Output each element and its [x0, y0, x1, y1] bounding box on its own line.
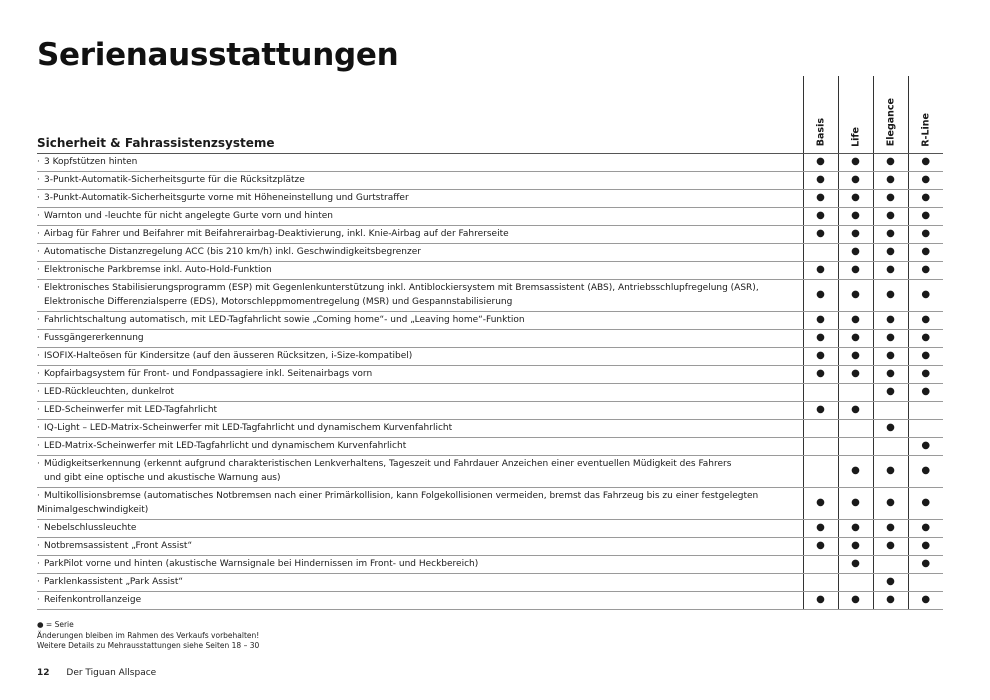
feature-description	[37, 591, 803, 609]
standard-dot-icon: ●	[921, 210, 931, 221]
standard-dot-icon: ●	[886, 192, 895, 203]
bullet-icon: ·	[37, 405, 40, 415]
standard-dot-icon: ●	[886, 332, 895, 343]
availability-cell	[803, 171, 838, 189]
standard-dot-icon: ●	[921, 594, 931, 605]
standard-dot-icon: ●	[851, 156, 860, 167]
standard-dot-icon: ●	[886, 264, 895, 275]
feature-text: Reifenkontrollanzeige	[44, 595, 142, 605]
table-row	[37, 383, 943, 401]
availability-cell	[838, 153, 873, 171]
availability-cell	[873, 329, 908, 347]
availability-cell	[873, 573, 908, 591]
feature-text: LED-Rückleuchten, dunkelrot	[44, 387, 175, 397]
availability-cell	[908, 225, 943, 243]
feature-description	[37, 383, 803, 401]
availability-cell	[908, 555, 943, 573]
standard-dot-icon: ●	[851, 522, 860, 533]
bullet-icon: ·	[37, 193, 40, 203]
standard-dot-icon: ●	[921, 540, 931, 551]
standard-dot-icon: ●	[851, 350, 860, 361]
availability-cell	[838, 419, 873, 437]
standard-dot-icon: ●	[921, 558, 931, 569]
table-row	[37, 153, 943, 171]
footnote-legend: ● = Serie	[37, 620, 74, 629]
availability-cell	[908, 243, 943, 261]
availability-cell	[908, 153, 943, 171]
standard-dot-icon: ●	[886, 368, 895, 379]
availability-cell	[873, 225, 908, 243]
standard-dot-icon: ●	[851, 264, 860, 275]
table-row	[37, 455, 943, 487]
availability-cell	[803, 383, 838, 401]
standard-dot-icon: ●	[816, 156, 825, 167]
table-row	[37, 555, 943, 573]
table-row	[37, 487, 943, 519]
standard-dot-icon: ●	[851, 289, 860, 300]
bullet-icon: ·	[37, 491, 40, 501]
feature-text: Automatische Distanzregelung ACC (bis 210 km/h) inkl. Geschwindigkeitsbegrenzer	[44, 247, 421, 257]
feature-description	[37, 401, 803, 419]
standard-dot-icon: ●	[921, 465, 931, 476]
availability-cell	[838, 347, 873, 365]
bullet-icon: ·	[37, 351, 40, 361]
standard-dot-icon: ●	[886, 156, 895, 167]
feature-text: 3-Punkt-Automatik-Sicherheitsgurte für die Rücksitzplätze	[44, 175, 305, 185]
availability-cell	[838, 591, 873, 609]
availability-cell	[803, 347, 838, 365]
variant-column-basis	[803, 76, 838, 153]
feature-text-continued: Elektronische Differenzialsperre (EDS), Motorschleppmomentregelung (MSR) und Gespannstabilisierung	[44, 297, 513, 307]
feature-description	[37, 311, 803, 329]
availability-cell	[838, 519, 873, 537]
standard-dot-icon: ●	[921, 192, 931, 203]
standard-dot-icon: ●	[851, 228, 860, 239]
table-row	[37, 189, 943, 207]
availability-cell	[803, 437, 838, 455]
standard-dot-icon: ●	[816, 540, 825, 551]
variant-label: Basis	[815, 118, 826, 147]
feature-description	[37, 261, 803, 279]
standard-dot-icon: ●	[886, 522, 895, 533]
availability-cell	[803, 153, 838, 171]
availability-cell	[803, 279, 838, 311]
standard-dot-icon: ●	[816, 497, 825, 508]
feature-description	[37, 329, 803, 347]
feature-description	[37, 487, 803, 519]
standard-dot-icon: ●	[886, 314, 895, 325]
bullet-icon: ·	[37, 175, 40, 185]
page-number: 12	[37, 668, 50, 678]
availability-cell	[873, 383, 908, 401]
availability-cell	[838, 555, 873, 573]
variant-column-life	[838, 76, 873, 153]
feature-description	[37, 537, 803, 555]
standard-dot-icon: ●	[886, 576, 895, 587]
bullet-icon: ·	[37, 459, 40, 469]
standard-dot-icon: ●	[886, 465, 895, 476]
availability-cell	[803, 487, 838, 519]
standard-dot-icon: ●	[816, 332, 825, 343]
availability-cell	[873, 537, 908, 555]
standard-dot-icon: ●	[816, 192, 825, 203]
table-row	[37, 225, 943, 243]
standard-dot-icon: ●	[921, 368, 931, 379]
bullet-icon: ·	[37, 315, 40, 325]
standard-dot-icon: ●	[851, 465, 860, 476]
availability-cell	[803, 591, 838, 609]
feature-text: Fahrlichtschaltung automatisch, mit LED-Tagfahrlicht sowie „Coming home“- und „Leaving home“-Funktion	[44, 315, 525, 325]
standard-dot-icon: ●	[816, 289, 825, 300]
feature-text: ParkPilot vorne und hinten (akustische Warnsignale bei Hindernissen im Front- und Heckbereich)	[44, 559, 479, 569]
availability-cell	[803, 419, 838, 437]
availability-cell	[908, 365, 943, 383]
standard-dot-icon: ●	[816, 350, 825, 361]
standard-dot-icon: ●	[886, 350, 895, 361]
availability-cell	[873, 347, 908, 365]
standard-dot-icon: ●	[851, 192, 860, 203]
standard-dot-icon: ●	[886, 246, 895, 257]
table-body	[37, 153, 943, 609]
availability-cell	[803, 401, 838, 419]
feature-description	[37, 555, 803, 573]
availability-cell	[838, 401, 873, 419]
bullet-icon: ·	[37, 423, 40, 433]
availability-cell	[873, 401, 908, 419]
availability-cell	[803, 365, 838, 383]
table-row	[37, 401, 943, 419]
feature-text: Multikollisionsbremse (automatisches Notbremsen nach einer Primärkollision, kann Folgekollisionen vermeiden, bremst das Fahrzeug bis zu einer festgelegten Minimalgeschwindigkeit)	[37, 491, 759, 515]
feature-text-continued: und gibt eine optische und akustische Warnung aus)	[44, 473, 281, 483]
feature-description	[37, 171, 803, 189]
standard-dot-icon: ●	[921, 350, 931, 361]
bullet-icon: ·	[37, 559, 40, 569]
standard-dot-icon: ●	[921, 386, 931, 397]
table-row	[37, 591, 943, 609]
table-header-row	[37, 76, 943, 153]
standard-dot-icon: ●	[886, 210, 895, 221]
availability-cell	[838, 573, 873, 591]
availability-cell	[873, 487, 908, 519]
variant-label: Elegance	[885, 98, 896, 147]
availability-cell	[803, 555, 838, 573]
standard-dot-icon: ●	[851, 246, 860, 257]
availability-cell	[908, 591, 943, 609]
availability-cell	[873, 243, 908, 261]
availability-cell	[908, 419, 943, 437]
bullet-icon: ·	[37, 441, 40, 451]
standard-dot-icon: ●	[921, 522, 931, 533]
availability-cell	[838, 207, 873, 225]
standard-dot-icon: ●	[921, 314, 931, 325]
standard-dot-icon: ●	[851, 540, 860, 551]
availability-cell	[803, 311, 838, 329]
availability-cell	[838, 437, 873, 455]
table-row	[37, 243, 943, 261]
publication-title: Der Tiguan Allspace	[66, 668, 157, 678]
bullet-icon: ·	[37, 247, 40, 257]
section-heading: Sicherheit & Fahrassistenzsysteme	[37, 76, 803, 153]
availability-cell	[838, 537, 873, 555]
availability-cell	[873, 171, 908, 189]
availability-cell	[803, 225, 838, 243]
standard-dot-icon: ●	[816, 594, 825, 605]
availability-cell	[873, 311, 908, 329]
standard-dot-icon: ●	[816, 404, 825, 415]
feature-text: LED-Matrix-Scheinwerfer mit LED-Tagfahrlicht und dynamischem Kurvenfahrlicht	[44, 441, 407, 451]
feature-text: ISOFIX-Halteösen für Kindersitze (auf den äusseren Rücksitzen, i-Size-kompatibel)	[44, 351, 413, 361]
feature-text: Parklenkassistent „Park Assist“	[44, 577, 184, 587]
table-row	[37, 347, 943, 365]
availability-cell	[873, 437, 908, 455]
variant-label: Life	[850, 126, 861, 147]
feature-text: Müdigkeitserkennung (erkennt aufgrund charakteristischen Lenkverhaltens, Tageszeit und Fahrdauer Anzeichen einer eventuellen Müdigkeit des Fahrers	[44, 459, 732, 469]
availability-cell	[908, 207, 943, 225]
feature-description	[37, 225, 803, 243]
feature-text: 3 Kopfstützen hinten	[44, 157, 138, 167]
table-row	[37, 537, 943, 555]
feature-description	[37, 365, 803, 383]
feature-description	[37, 207, 803, 225]
standard-dot-icon: ●	[816, 314, 825, 325]
table-row	[37, 329, 943, 347]
standard-dot-icon: ●	[851, 174, 860, 185]
feature-description	[37, 347, 803, 365]
availability-cell	[873, 279, 908, 311]
availability-cell	[908, 487, 943, 519]
table-row	[37, 573, 943, 591]
standard-dot-icon: ●	[851, 594, 860, 605]
availability-cell	[908, 279, 943, 311]
bullet-icon: ·	[37, 523, 40, 533]
feature-text: Nebelschlussleuchte	[44, 523, 137, 533]
availability-cell	[838, 189, 873, 207]
table-row	[37, 311, 943, 329]
availability-cell	[803, 329, 838, 347]
standard-dot-icon: ●	[886, 422, 895, 433]
standard-dot-icon: ●	[921, 440, 931, 451]
availability-cell	[873, 519, 908, 537]
standard-dot-icon: ●	[851, 332, 860, 343]
availability-cell	[908, 189, 943, 207]
availability-cell	[838, 261, 873, 279]
availability-cell	[803, 573, 838, 591]
standard-dot-icon: ●	[886, 497, 895, 508]
availability-cell	[838, 225, 873, 243]
availability-cell	[873, 189, 908, 207]
availability-cell	[873, 207, 908, 225]
feature-text: Fussgängererkennung	[44, 333, 144, 343]
availability-cell	[838, 243, 873, 261]
feature-description	[37, 455, 803, 487]
table-row	[37, 419, 943, 437]
bullet-icon: ·	[37, 541, 40, 551]
standard-dot-icon: ●	[886, 594, 895, 605]
availability-cell	[873, 591, 908, 609]
availability-cell	[873, 153, 908, 171]
variant-label: R-Line	[920, 112, 932, 147]
availability-cell	[873, 419, 908, 437]
feature-text: Airbag für Fahrer und Beifahrer mit Beifahrerairbag-Deaktivierung, inkl. Knie-Airbag auf der Fahrerseite	[44, 229, 509, 239]
feature-text: Notbremsassistent „Front Assist“	[44, 541, 193, 551]
availability-cell	[803, 455, 838, 487]
feature-description	[37, 437, 803, 455]
availability-cell	[908, 383, 943, 401]
availability-cell	[908, 329, 943, 347]
feature-description	[37, 153, 803, 171]
standard-dot-icon: ●	[816, 368, 825, 379]
feature-description	[37, 279, 803, 311]
footnote-disclaimer: Änderungen bleiben im Rahmen des Verkaufs vorbehalten!	[37, 630, 260, 640]
variant-column-elegance	[873, 76, 908, 153]
standard-dot-icon: ●	[886, 289, 895, 300]
standard-dot-icon: ●	[921, 246, 931, 257]
standard-dot-icon: ●	[851, 368, 860, 379]
table-row	[37, 261, 943, 279]
standard-dot-icon: ●	[851, 558, 860, 569]
standard-dot-icon: ●	[886, 174, 895, 185]
standard-dot-icon: ●	[921, 289, 931, 300]
availability-cell	[873, 555, 908, 573]
bullet-icon: ·	[37, 229, 40, 239]
feature-description	[37, 243, 803, 261]
availability-cell	[908, 347, 943, 365]
feature-text: Kopfairbagsystem für Front- und Fondpassagiere inkl. Seitenairbags vorn	[44, 369, 373, 379]
availability-cell	[908, 537, 943, 555]
feature-text: 3-Punkt-Automatik-Sicherheitsgurte vorne mit Höheneinstellung und Gurtstraffer	[44, 193, 409, 203]
feature-description	[37, 519, 803, 537]
availability-cell	[908, 455, 943, 487]
availability-cell	[838, 329, 873, 347]
feature-text: LED-Scheinwerfer mit LED-Tagfahrlicht	[44, 405, 218, 415]
standard-dot-icon: ●	[921, 497, 931, 508]
variant-column-r-line	[908, 76, 943, 153]
availability-cell	[803, 537, 838, 555]
standard-dot-icon: ●	[921, 264, 931, 275]
table-row	[37, 519, 943, 537]
availability-cell	[838, 487, 873, 519]
standard-dot-icon: ●	[886, 386, 895, 397]
availability-cell	[803, 261, 838, 279]
availability-cell	[803, 207, 838, 225]
bullet-icon: ·	[37, 369, 40, 379]
feature-text: Elektronische Parkbremse inkl. Auto-Hold-Funktion	[44, 265, 272, 275]
standard-dot-icon: ●	[816, 174, 825, 185]
bullet-icon: ·	[37, 595, 40, 605]
availability-cell	[803, 189, 838, 207]
table-row	[37, 365, 943, 383]
table-row	[37, 207, 943, 225]
availability-cell	[838, 311, 873, 329]
bullet-icon: ·	[37, 211, 40, 221]
availability-cell	[908, 573, 943, 591]
page-title: Serienausstattungen	[37, 37, 399, 73]
availability-cell	[838, 279, 873, 311]
table-row	[37, 437, 943, 455]
standard-dot-icon: ●	[816, 228, 825, 239]
standard-dot-icon: ●	[886, 228, 895, 239]
availability-cell	[803, 519, 838, 537]
standard-dot-icon: ●	[851, 210, 860, 221]
standard-dot-icon: ●	[816, 264, 825, 275]
availability-cell	[908, 171, 943, 189]
feature-text: Warnton und -leuchte für nicht angelegte Gurte vorn und hinten	[44, 211, 333, 221]
standard-dot-icon: ●	[921, 228, 931, 239]
availability-cell	[838, 455, 873, 487]
standard-dot-icon: ●	[921, 174, 931, 185]
availability-cell	[908, 401, 943, 419]
availability-cell	[908, 261, 943, 279]
bullet-icon: ·	[37, 333, 40, 343]
standard-dot-icon: ●	[816, 522, 825, 533]
availability-cell	[908, 311, 943, 329]
standard-dot-icon: ●	[886, 540, 895, 551]
standard-dot-icon: ●	[921, 156, 931, 167]
availability-cell	[908, 519, 943, 537]
availability-cell	[838, 383, 873, 401]
availability-cell	[873, 455, 908, 487]
standard-dot-icon: ●	[851, 404, 860, 415]
availability-cell	[838, 365, 873, 383]
standard-dot-icon: ●	[851, 314, 860, 325]
feature-description	[37, 419, 803, 437]
standard-dot-icon: ●	[921, 332, 931, 343]
footnotes	[37, 620, 259, 652]
feature-description	[37, 573, 803, 591]
bullet-icon: ·	[37, 283, 40, 293]
equipment-table	[37, 76, 943, 610]
availability-cell	[873, 261, 908, 279]
availability-cell	[803, 243, 838, 261]
table-row	[37, 171, 943, 189]
feature-text: Elektronisches Stabilisierungsprogramm (ESP) mit Gegenlenkunterstützung inkl. Antiblockiersystem mit Bremsassistent (ABS), Antriebsschlupfregelung (ASR),	[44, 283, 759, 293]
standard-dot-icon: ●	[851, 497, 860, 508]
bullet-icon: ·	[37, 387, 40, 397]
bullet-icon: ·	[37, 265, 40, 275]
feature-text: IQ-Light – LED-Matrix-Scheinwerfer mit LED-Tagfahrlicht und dynamischem Kurvenfahrlicht	[44, 423, 453, 433]
bullet-icon: ·	[37, 157, 40, 167]
page-footer	[37, 668, 156, 678]
availability-cell	[838, 171, 873, 189]
table-row	[37, 279, 943, 311]
availability-cell	[908, 437, 943, 455]
bullet-icon: ·	[37, 577, 40, 587]
footnote-reference: Weitere Details zu Mehrausstattungen siehe Seiten 18 – 30	[37, 641, 260, 650]
standard-dot-icon: ●	[816, 210, 825, 221]
availability-cell	[873, 365, 908, 383]
feature-description	[37, 189, 803, 207]
